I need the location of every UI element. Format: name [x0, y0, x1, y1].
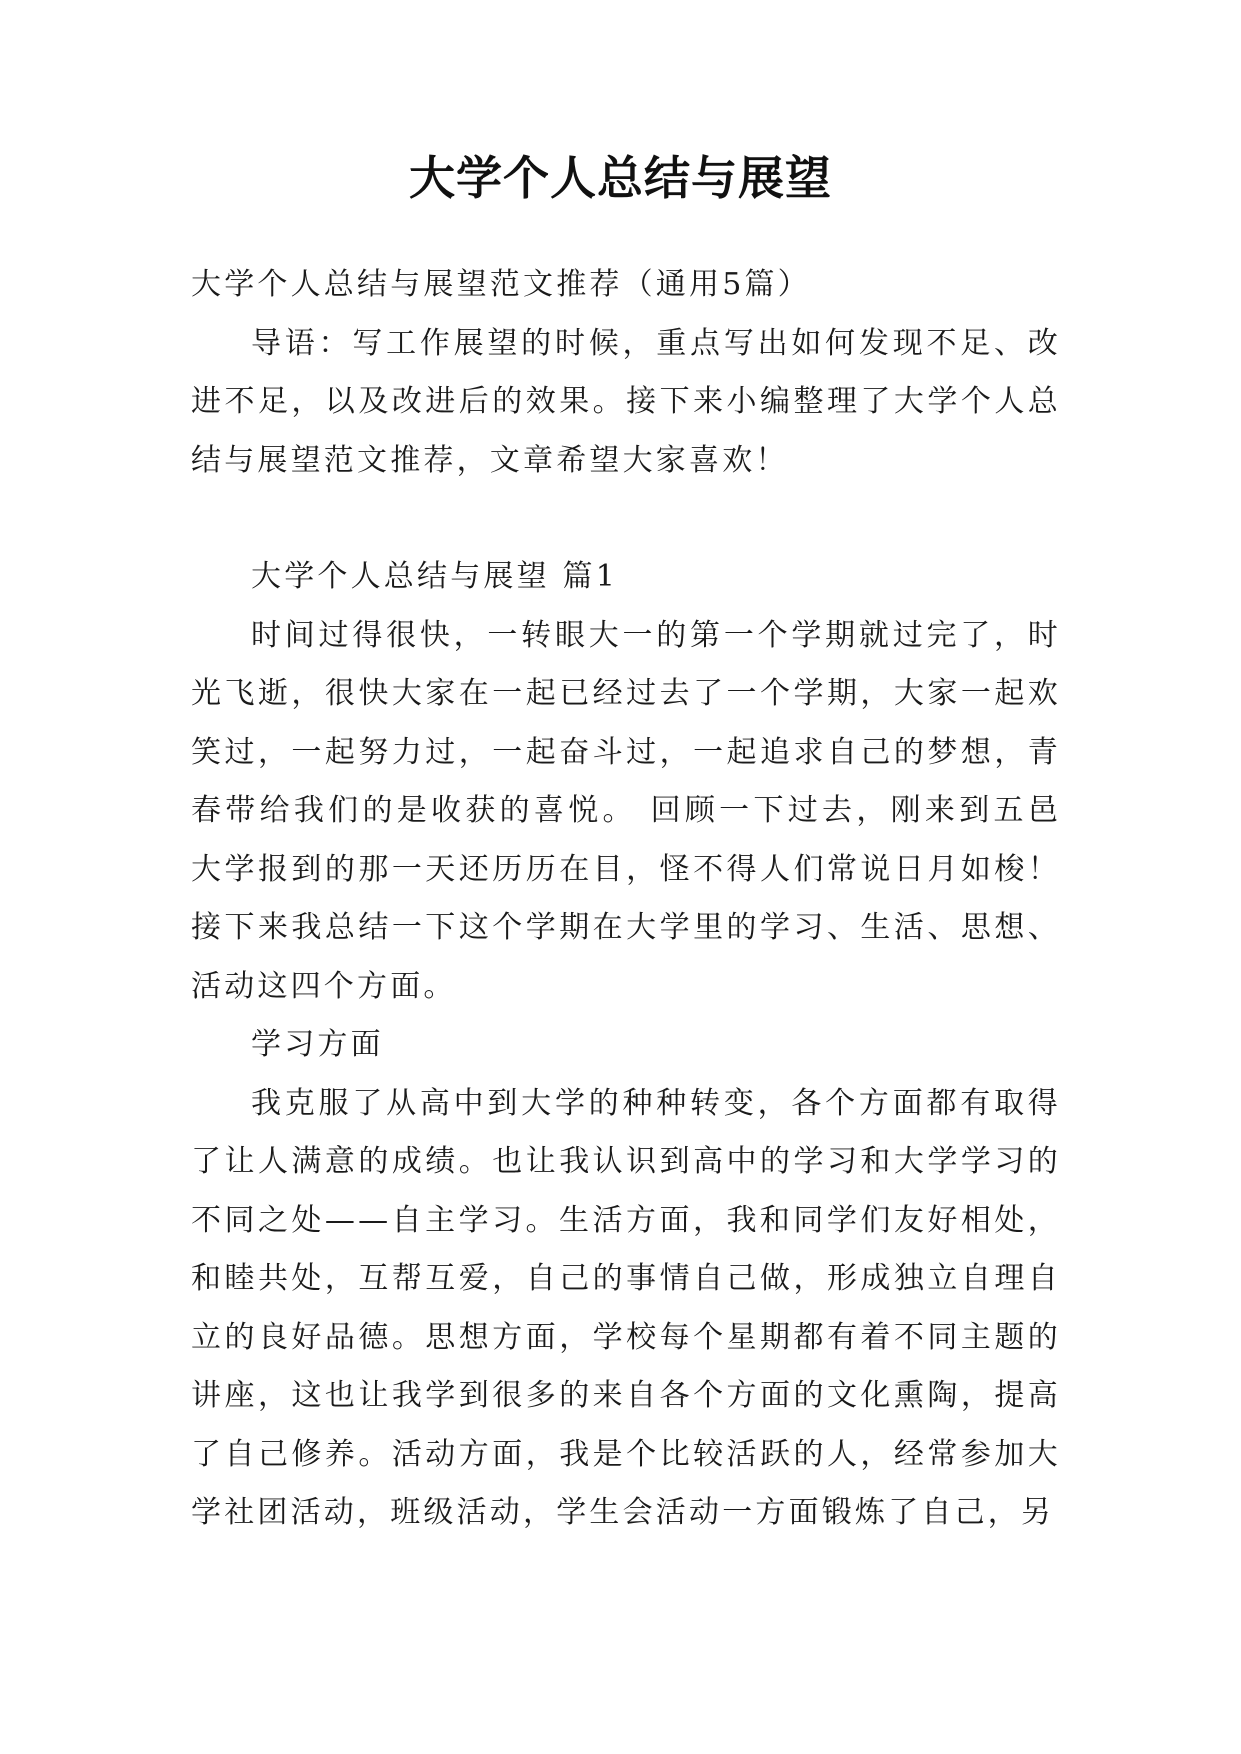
subsection-heading: 学习方面: [251, 1027, 384, 1062]
intro-paragraph: 导语：写工作展望的时候，重点写出如何发现不足、改进不足，以及改进后的效果。接下来小编整理了大学个人总结与展望范文推荐，文章希望大家喜欢！: [191, 325, 1061, 478]
document-body: [191, 256, 1061, 1543]
body-paragraph: 我克服了从高中到大学的种种转变，各个方面都有取得了让人满意的成绩。也让我认识到高中的学习和大学学习的不同之处——自主学习。生活方面，我和同学们友好相处，和睦共处，互帮互爱，自己的事情自己做，形成独立自理自立的良好品德。思想方面，学校每个星期都有着不同主题的讲座，这也让我学到很多的来自各个方面的文化熏陶，提高了自己修养。活动方面，我是个比较活跃的人，经常参加大学社团活动，班级活动，学生会活动一方面锻炼了自己，另: [191, 1085, 1061, 1530]
document-subtitle: 大学个人总结与展望范文推荐（通用5篇）: [191, 267, 811, 302]
section-heading: 大学个人总结与展望 篇1: [251, 559, 619, 594]
document-title: 大学个人总结与展望: [409, 151, 832, 205]
body-paragraph: 时间过得很快，一转眼大一的第一个学期就过完了，时光飞逝，很快大家在一起已经过去了一个学期，大家一起欢笑过，一起努力过，一起奋斗过，一起追求自己的梦想，青春带给我们的是收获的喜悦。 回顾一下过去，刚来到五邑大学报到的那一天还历历在目，怪不得人们常说日月如梭！接下来我总结一下这个学期在大学里的学习、生活、思想、活动这四个方面。: [191, 617, 1061, 1004]
